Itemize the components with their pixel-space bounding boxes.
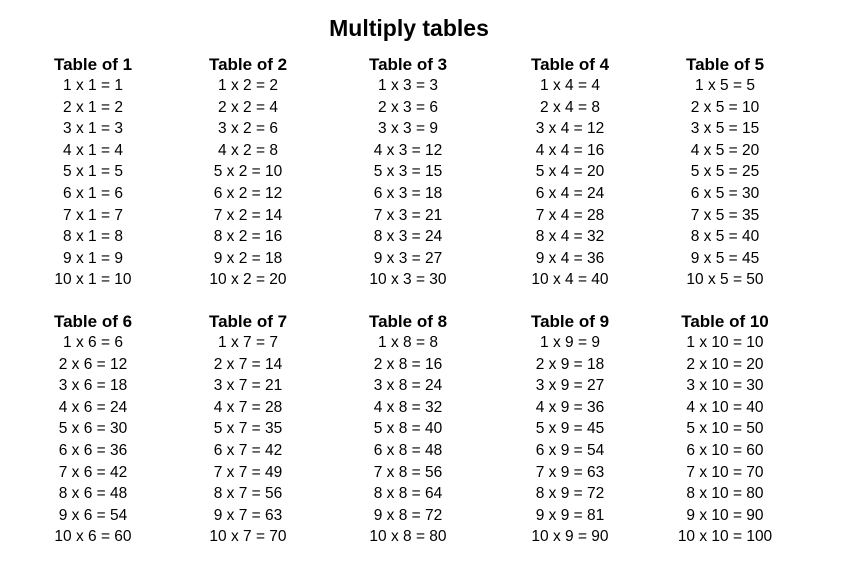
table-row: 1 x 8 = 8 <box>378 334 438 351</box>
table-rows <box>495 75 645 291</box>
table-rows <box>650 332 800 548</box>
table-row: 9 x 7 = 63 <box>213 506 283 524</box>
table-row: 8 x 5 = 40 <box>690 228 760 246</box>
table-heading: Table of 2 <box>208 55 288 74</box>
table-row: 6 x 2 = 12 <box>213 184 283 202</box>
table-row: 6 x 4 = 24 <box>535 184 605 202</box>
table-row: 4 x 6 = 24 <box>58 398 128 416</box>
table-rows <box>650 75 800 291</box>
table-row: 6 x 3 = 18 <box>373 184 443 202</box>
table-row: 8 x 3 = 24 <box>373 228 443 246</box>
table-heading: Table of 5 <box>685 55 765 74</box>
table-rows <box>333 332 483 548</box>
table-row: 3 x 8 = 24 <box>373 377 443 395</box>
table-row: 8 x 1 = 8 <box>63 228 123 246</box>
table-of-7 <box>173 312 323 548</box>
table-row: 1 x 7 = 7 <box>218 334 278 351</box>
table-row: 8 x 7 = 56 <box>213 485 283 503</box>
table-of-9 <box>495 312 645 548</box>
table-row: 6 x 1 = 6 <box>63 184 123 202</box>
table-rows <box>173 75 323 291</box>
table-row: 3 x 4 = 12 <box>535 120 605 138</box>
table-row: 6 x 9 = 54 <box>535 441 605 459</box>
table-row: 8 x 4 = 32 <box>535 228 605 246</box>
table-row: 7 x 4 = 28 <box>535 206 605 224</box>
table-row: 3 x 3 = 9 <box>378 120 438 138</box>
table-row: 1 x 1 = 1 <box>63 77 123 94</box>
table-row: 6 x 10 = 60 <box>686 441 764 459</box>
table-of-8 <box>333 312 483 548</box>
table-heading: Table of 7 <box>208 312 288 331</box>
table-row: 10 x 2 = 20 <box>209 271 287 289</box>
table-row: 9 x 5 = 45 <box>690 249 760 267</box>
table-of-3 <box>333 55 483 291</box>
table-of-4 <box>495 55 645 291</box>
table-rows <box>495 332 645 548</box>
table-row: 10 x 8 = 80 <box>369 528 447 546</box>
table-of-6 <box>18 312 168 548</box>
table-row: 5 x 10 = 50 <box>686 420 764 438</box>
table-row: 1 x 5 = 5 <box>695 77 755 94</box>
table-row: 9 x 1 = 9 <box>63 249 123 267</box>
table-row: 10 x 4 = 40 <box>531 271 609 289</box>
table-row: 5 x 4 = 20 <box>535 163 605 181</box>
table-row: 1 x 3 = 3 <box>378 77 438 94</box>
table-row: 9 x 9 = 81 <box>535 506 605 524</box>
table-row: 3 x 2 = 6 <box>218 120 278 138</box>
table-row: 10 x 5 = 50 <box>686 271 764 289</box>
table-row: 6 x 5 = 30 <box>690 184 760 202</box>
table-heading: Table of 9 <box>530 312 610 331</box>
table-row: 3 x 9 = 27 <box>535 377 605 395</box>
table-row: 3 x 7 = 21 <box>213 377 283 395</box>
table-row: 3 x 6 = 18 <box>58 377 128 395</box>
table-heading: Table of 8 <box>368 312 448 331</box>
table-row: 2 x 6 = 12 <box>58 355 128 373</box>
table-row: 7 x 1 = 7 <box>63 206 123 224</box>
table-row: 4 x 2 = 8 <box>218 141 278 159</box>
table-row: 6 x 6 = 36 <box>58 441 128 459</box>
table-row: 4 x 3 = 12 <box>373 141 443 159</box>
table-row: 2 x 1 = 2 <box>63 98 123 116</box>
table-row: 4 x 1 = 4 <box>63 141 123 159</box>
table-row: 8 x 10 = 80 <box>686 485 764 503</box>
table-row: 4 x 9 = 36 <box>535 398 605 416</box>
table-row: 8 x 6 = 48 <box>58 485 128 503</box>
table-row: 2 x 9 = 18 <box>535 355 605 373</box>
table-row: 4 x 4 = 16 <box>535 141 605 159</box>
table-row: 3 x 1 = 3 <box>63 120 123 138</box>
table-row: 10 x 1 = 10 <box>54 271 132 289</box>
table-row: 1 x 4 = 4 <box>540 77 600 94</box>
table-row: 8 x 8 = 64 <box>373 485 443 503</box>
table-row: 2 x 4 = 8 <box>540 98 600 116</box>
table-row: 6 x 7 = 42 <box>213 441 283 459</box>
table-row: 5 x 7 = 35 <box>213 420 283 438</box>
table-row: 2 x 2 = 4 <box>218 98 278 116</box>
table-row: 8 x 2 = 16 <box>213 228 283 246</box>
table-row: 1 x 10 = 10 <box>686 334 764 351</box>
table-row: 1 x 6 = 6 <box>63 334 123 351</box>
table-of-10 <box>650 312 800 548</box>
table-of-2 <box>173 55 323 291</box>
table-row: 7 x 9 = 63 <box>535 463 605 481</box>
table-row: 4 x 7 = 28 <box>213 398 283 416</box>
table-row: 10 x 7 = 70 <box>209 528 287 546</box>
table-rows <box>18 332 168 548</box>
table-row: 7 x 3 = 21 <box>373 206 443 224</box>
page-title: Multiply tables <box>329 15 489 41</box>
table-row: 9 x 6 = 54 <box>58 506 128 524</box>
table-row: 4 x 10 = 40 <box>686 398 764 416</box>
table-row: 5 x 5 = 25 <box>690 163 760 181</box>
table-row: 7 x 8 = 56 <box>373 463 443 481</box>
table-row: 9 x 8 = 72 <box>373 506 443 524</box>
table-row: 10 x 6 = 60 <box>54 528 132 546</box>
table-row: 5 x 9 = 45 <box>535 420 605 438</box>
table-row: 6 x 8 = 48 <box>373 441 443 459</box>
table-row: 7 x 2 = 14 <box>213 206 283 224</box>
table-row: 9 x 3 = 27 <box>373 249 443 267</box>
table-heading: Table of 4 <box>530 55 610 74</box>
table-row: 5 x 3 = 15 <box>373 163 443 181</box>
table-row: 2 x 5 = 10 <box>690 98 760 116</box>
table-row: 8 x 9 = 72 <box>535 485 605 503</box>
table-heading: Table of 10 <box>681 312 769 331</box>
table-row: 2 x 10 = 20 <box>686 355 764 373</box>
table-row: 7 x 5 = 35 <box>690 206 760 224</box>
table-rows <box>173 332 323 548</box>
table-of-1 <box>18 55 168 291</box>
table-row: 10 x 9 = 90 <box>531 528 609 546</box>
table-row: 3 x 10 = 30 <box>686 377 764 395</box>
table-rows <box>18 75 168 291</box>
table-row: 5 x 1 = 5 <box>63 163 123 181</box>
table-row: 9 x 10 = 90 <box>686 506 764 524</box>
table-heading: Table of 1 <box>53 55 133 74</box>
table-row: 7 x 10 = 70 <box>686 463 764 481</box>
table-row: 9 x 4 = 36 <box>535 249 605 267</box>
table-row: 5 x 8 = 40 <box>373 420 443 438</box>
table-rows <box>333 75 483 291</box>
table-row: 4 x 5 = 20 <box>690 141 760 159</box>
table-row: 2 x 8 = 16 <box>373 355 443 373</box>
table-row: 2 x 3 = 6 <box>378 98 438 116</box>
table-row: 10 x 3 = 30 <box>369 271 447 289</box>
table-row: 5 x 2 = 10 <box>213 163 283 181</box>
table-row: 9 x 2 = 18 <box>213 249 283 267</box>
table-row: 5 x 6 = 30 <box>58 420 128 438</box>
table-row: 7 x 6 = 42 <box>58 463 128 481</box>
table-row: 4 x 8 = 32 <box>373 398 443 416</box>
table-row: 10 x 10 = 100 <box>677 528 773 546</box>
table-row: 2 x 7 = 14 <box>213 355 283 373</box>
table-heading: Table of 6 <box>53 312 133 331</box>
table-row: 1 x 9 = 9 <box>540 334 600 351</box>
table-of-5 <box>650 55 800 291</box>
table-row: 7 x 7 = 49 <box>213 463 283 481</box>
table-heading: Table of 3 <box>368 55 448 74</box>
table-row: 3 x 5 = 15 <box>690 120 760 138</box>
table-row: 1 x 2 = 2 <box>218 77 278 94</box>
